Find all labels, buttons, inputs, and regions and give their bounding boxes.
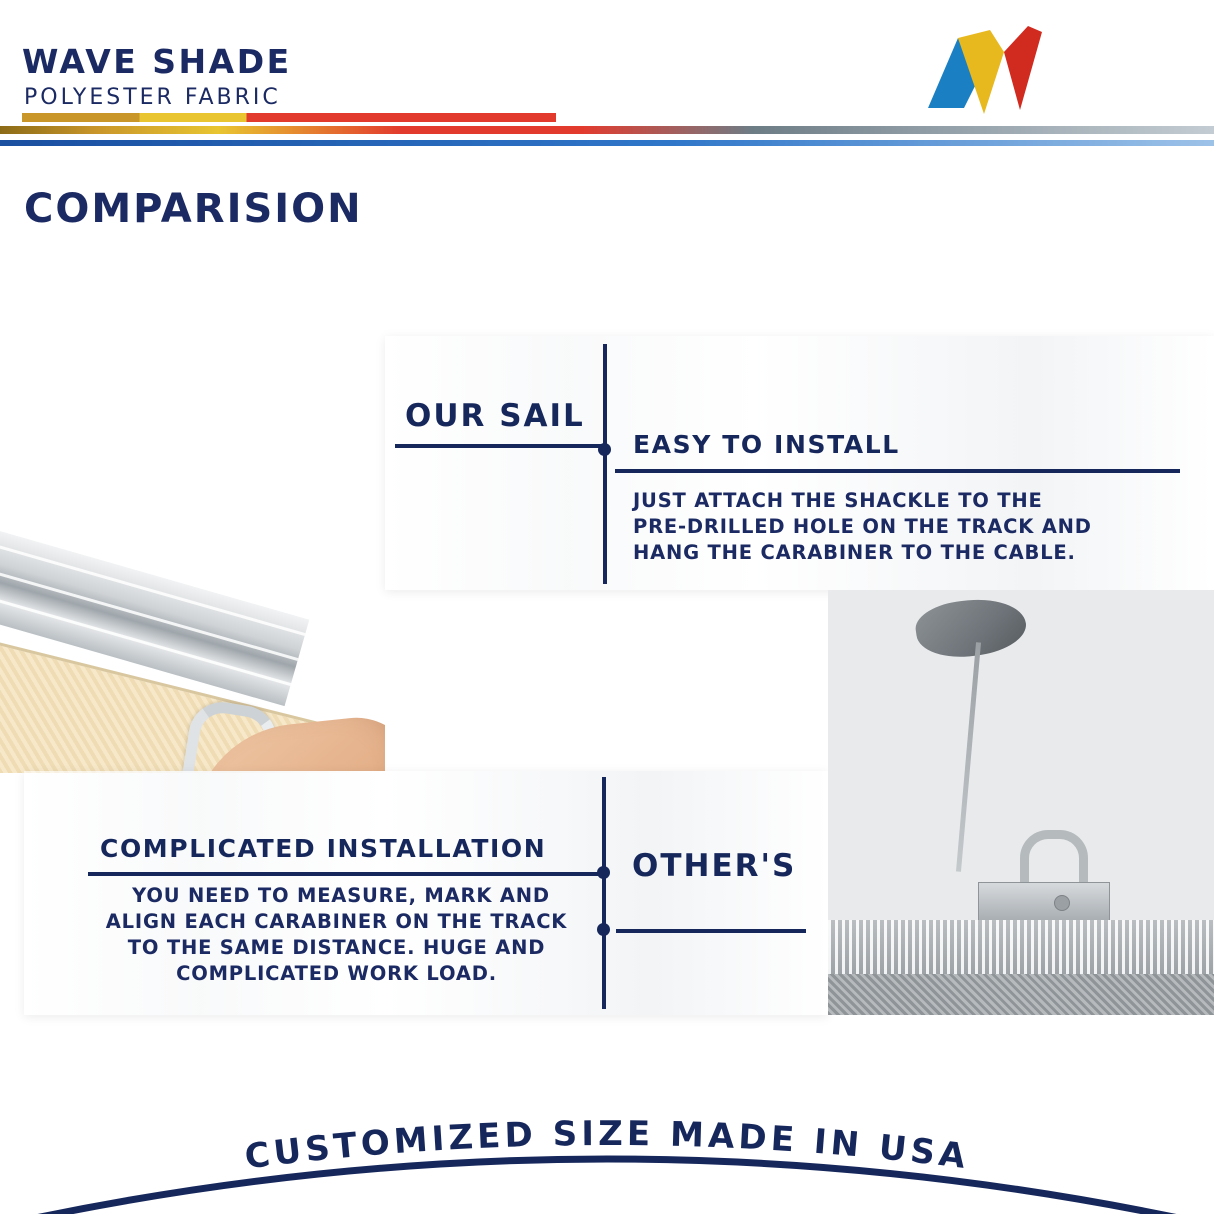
page-header: [0, 0, 1214, 160]
others-panel: [24, 771, 828, 1015]
wave-logo-icon: [924, 22, 1054, 120]
section-title: COMPARISION: [24, 186, 363, 232]
our-sail-body-line-2: PRE-DRILLED HOLE ON THE TRACK AND: [633, 515, 1092, 538]
others-divider-dot-bottom: [597, 923, 610, 936]
others-body-line-2: ALIGN EACH CARABINER ON THE TRACK: [105, 910, 568, 933]
clip-screw-graphic: [1054, 895, 1070, 911]
our-sail-divider-dot: [598, 443, 611, 456]
footer-banner: [0, 1040, 1214, 1214]
svg-text:CUSTOMIZED SIZE MADE IN USA: CUSTOMIZED SIZE MADE IN USA: [242, 1113, 972, 1178]
our-sail-divider: [603, 344, 607, 584]
header-blue-rule: [0, 140, 1214, 146]
header-gradient-rule: [0, 126, 1214, 134]
our-sail-heading: EASY TO INSTALL: [633, 430, 900, 459]
our-sail-panel: [385, 336, 1214, 590]
others-body-line-4: COMPLICATED WORK LOAD.: [176, 962, 497, 985]
mesh-band-graphic: [828, 920, 1214, 974]
others-heading-underline: [88, 872, 605, 876]
title-color-bar: [22, 113, 556, 122]
footer-arc: [0, 1040, 1214, 1214]
cable-graphic: [956, 642, 981, 872]
our-sail-label: OUR SAIL: [405, 398, 585, 434]
others-label: OTHER'S: [632, 848, 797, 884]
others-heading: COMPLICATED INSTALLATION: [100, 834, 547, 863]
our-sail-heading-underline: [615, 469, 1180, 473]
mesh-fabric-graphic: [828, 974, 1214, 1015]
others-label-underline: [616, 929, 806, 933]
clip-body-graphic: [978, 882, 1110, 922]
brand-subtitle: POLYESTER FABRIC: [24, 85, 281, 110]
our-sail-body-line-1: JUST ATTACH THE SHACKLE TO THE: [633, 489, 1043, 512]
cable-knot-graphic: [913, 593, 1030, 664]
our-sail-body-line-3: HANG THE CARABINER TO THE CABLE.: [633, 541, 1076, 564]
brand-title: WAVE SHADE: [22, 42, 292, 81]
our-sail-photo: [0, 335, 385, 773]
others-body-line-1: YOU NEED TO MEASURE, MARK AND: [132, 884, 550, 907]
others-divider: [602, 777, 606, 1009]
others-body-line-3: TO THE SAME DISTANCE. HUGE AND: [127, 936, 546, 959]
our-sail-label-underline: [395, 444, 607, 448]
others-divider-dot-top: [597, 866, 610, 879]
others-photo: [828, 590, 1214, 1015]
